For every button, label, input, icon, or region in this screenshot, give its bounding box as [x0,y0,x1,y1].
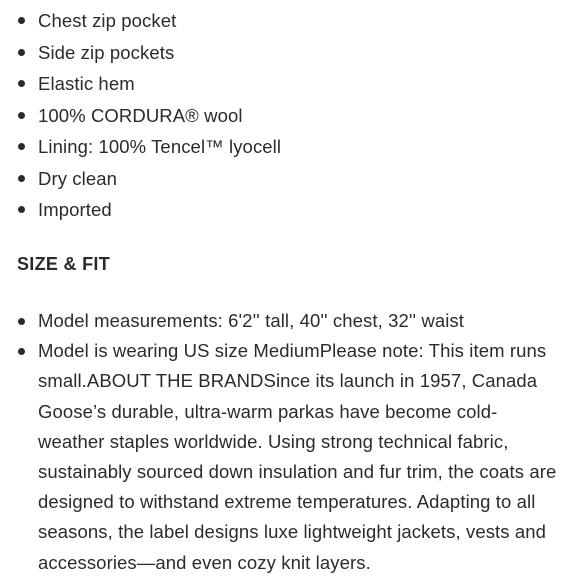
bullet-icon [18,175,25,182]
feature-text: Dry clean [38,167,118,189]
bullet-icon [18,112,25,119]
list-item [0,37,570,69]
feature-text: 100% CORDURA® wool [38,104,243,126]
feature-text: Elastic hem [38,73,135,94]
size-fit-list [0,306,562,578]
list-item [0,306,562,336]
bullet-icon [18,206,25,213]
feature-text: Side zip pockets [38,41,175,63]
bullet-icon [18,143,25,150]
list-item [0,163,570,195]
size-fit-text: Model measurements: 6'2'' tall, 40'' chest, 32'' waist [38,310,465,331]
list-item [0,131,570,163]
feature-text: Chest zip pocket [38,10,177,31]
list-item [0,336,562,578]
bullet-icon [18,348,25,355]
feature-text: Imported [38,199,112,220]
size-fit-text: Model is wearing US size MediumPlease note: This item runs small.ABOUT THE BRANDSince its launch in 1957, Canada Goose’s durable, ultra-warm parkas have become cold-weather staples worldwide. Using strong technical fabric, sustainably sourced down insulation and fur trim, the coats are designed to withstand extreme temperatures. Adapting to all seasons, the label designs luxe lightweight jackets, vests and accessories—and even cozy knit layers. [38,340,557,573]
features-list [0,5,570,226]
list-item [0,68,570,100]
bullet-icon [18,17,25,24]
bullet-icon [18,318,25,325]
bullet-icon [18,49,25,56]
bullet-icon [18,80,25,87]
section-heading-size-fit: SIZE & FIT [17,254,110,274]
list-item [0,5,570,37]
feature-text: Lining: 100% Tencel™ lyocell [38,136,282,157]
list-item [0,100,570,132]
list-item [0,194,570,226]
